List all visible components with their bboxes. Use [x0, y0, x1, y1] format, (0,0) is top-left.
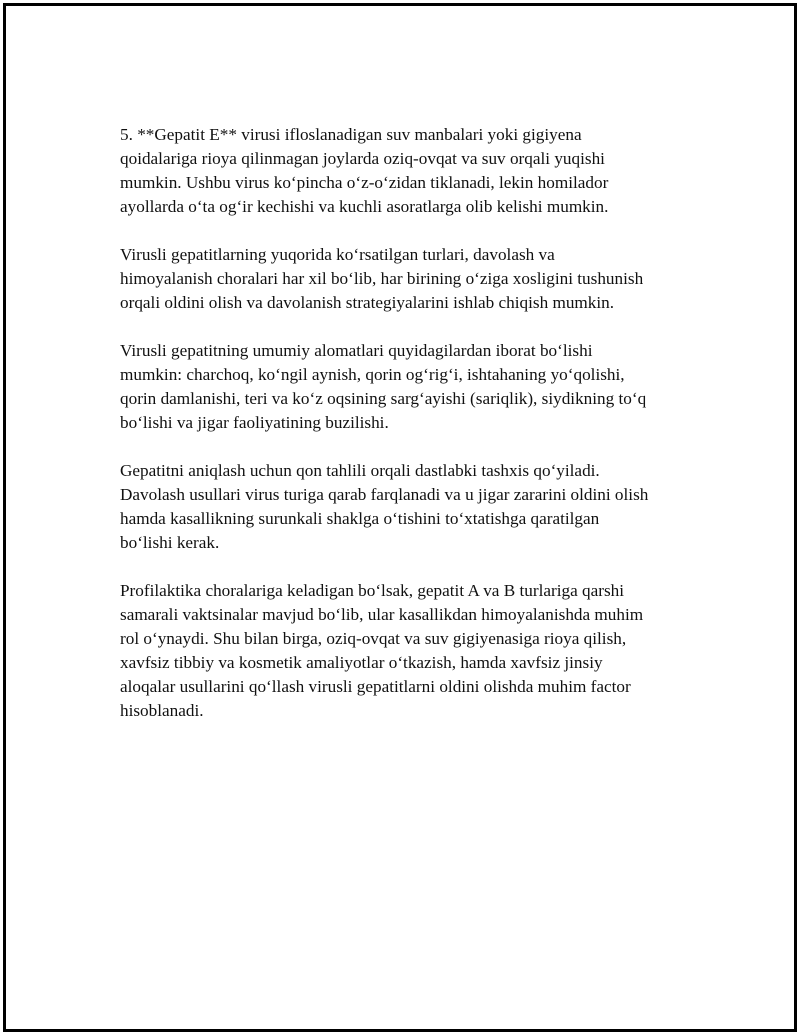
paragraph-types-summary: Virusli gepatitlarning yuqorida ko‘rsatilgan turlari, davolash va himoyalanish choralari har xil bo‘lib, har birining o‘ziga xosligini tushunish orqali oldini olish va davolanish strategiyalarini ishlab chiqish mumkin. — [120, 245, 644, 312]
paragraph-diagnosis: Gepatitni aniqlash uchun qon tahlili orqali dastlabki tashxis qo‘yiladi. Davolash usullari virus turiga qarab farqlanadi va u jigar zararini oldini olish hamda kasallikning surunkali shaklga o‘tishini to‘xtatishga qaratilgan bo‘lishi kerak. — [120, 461, 649, 552]
paragraph-prevention: Profilaktika choralariga keladigan bo‘lsak, gepatit A va B turlariga qarshi samarali vaktsinalar mavjud bo‘lib, ular kasallikdan himoyalanishda muhim rol o‘ynaydi. Shu bilan birga, oziq-ovqat va suv gigiyenasiga rioya qilish, xavfsiz tibbiy va kosmetik amaliyotlar o‘tkazish, hamda xavfsiz jinsiy aloqalar usullarini qo‘llash virusli gepatitlarni oldini olishda muhim factor hisoblanadi. — [120, 581, 644, 720]
document-page — [3, 3, 797, 1032]
paragraph-symptoms: Virusli gepatitning umumiy alomatlari quyidagilardan iborat bo‘lishi mumkin: charchoq, ko‘ngil aynish, qorin og‘rig‘i, ishtahaning yo‘qolishi, qorin damlanishi, teri va ko‘z oqsining sarg‘ayishi (sariqlik), siydikning to‘q bo‘lishi va jigar faoliyatining buzilishi. — [120, 341, 647, 432]
document-body — [120, 123, 700, 747]
paragraph-hepatitis-e: 5. **Gepatit E** virusi ifloslanadigan suv manbalari yoki gigiyena qoidalariga rioya qilinmagan joylarda oziq-ovqat va suv orqali yuqishi mumkin. Ushbu virus ko‘pincha o‘z-o‘zidan tiklanadi, lekin homilador ayollarda o‘ta og‘ir kechishi va kuchli asoratlarga olib kelishi mumkin. — [120, 125, 609, 216]
